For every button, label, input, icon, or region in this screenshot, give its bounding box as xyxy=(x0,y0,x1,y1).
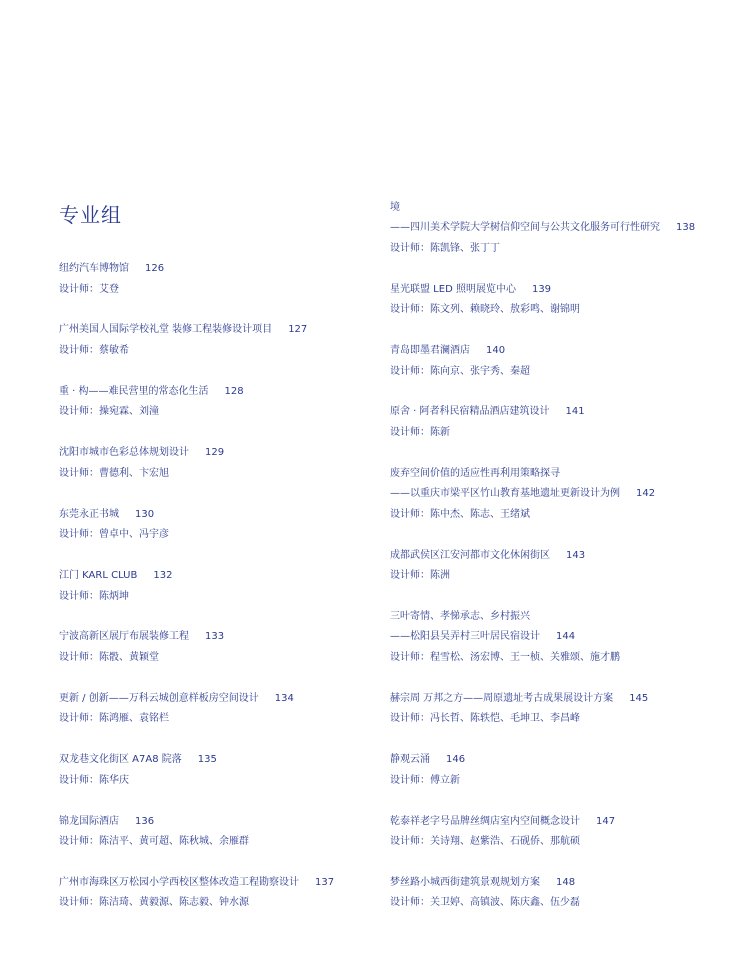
page-number: 138 xyxy=(676,222,696,233)
section-title: 专业组 xyxy=(59,203,122,227)
entry-designers: 设计师：陈中杰、陈志、王绪斌 xyxy=(390,509,530,520)
entry-designers: 设计师：陈文列、赖晓玲、敖彩鸣、谢锦明 xyxy=(390,304,580,315)
page-number: 139 xyxy=(531,284,552,295)
entry-title-line xyxy=(59,815,154,829)
page-number: 135 xyxy=(197,754,217,765)
page-number: 136 xyxy=(135,816,155,827)
entry-title: 境 xyxy=(390,202,400,213)
page-number: 142 xyxy=(636,488,656,499)
entry-subtitle: ——松阳县吴弄村三叶居民宿设计 xyxy=(390,631,540,642)
entry-title-line xyxy=(59,446,224,460)
entry-title: 双龙巷文化街区 A7A8 院落 xyxy=(59,754,182,765)
page-number: 143 xyxy=(566,550,586,561)
entry-title: 广州市海珠区万松园小学西校区整体改造工程勘察设计 xyxy=(59,877,299,888)
page-number: 127 xyxy=(288,324,308,335)
entry-title: 三叶寄情、孝悌承志、乡村振兴 xyxy=(390,611,530,622)
entry-title-line xyxy=(59,630,224,644)
page-number: 130 xyxy=(135,509,155,520)
entry-designers: 设计师：曹德利、卞宏旭 xyxy=(59,468,169,479)
entry-title: 广州美国人国际学校礼堂 装修工程装修设计项目 xyxy=(59,324,273,335)
page-number: 146 xyxy=(446,754,466,765)
entry-title-line xyxy=(59,262,164,276)
entry-title-line xyxy=(59,692,294,706)
entry-designers: 设计师：曾卓中、冯宇彦 xyxy=(59,529,169,540)
entry-designers: 设计师：傅立新 xyxy=(390,775,460,786)
page-number: 140 xyxy=(486,345,506,356)
entry-title-line xyxy=(59,876,334,890)
entry-title: 星光联盟 LED 照明展览中心 xyxy=(390,284,516,295)
entry-title-line xyxy=(390,405,585,419)
entry-title: 东莞永正书城 xyxy=(59,509,119,520)
entry-title-line xyxy=(390,692,648,706)
entry-title: 沈阳市城市色彩总体规划设计 xyxy=(59,447,189,458)
entry-title-line xyxy=(59,508,154,522)
entry-title-line xyxy=(390,344,505,358)
entry-title-line xyxy=(390,549,585,563)
entry-title: 废弃空间价值的适应性再利用策略探寻 xyxy=(390,468,560,479)
page-number: 126 xyxy=(145,263,165,274)
entry-designers: 设计师：陈华庆 xyxy=(59,775,129,786)
page-number: 133 xyxy=(205,631,225,642)
entry-title: 锦龙国际酒店 xyxy=(59,816,119,827)
entry-title-line xyxy=(390,630,575,644)
entry-designers: 设计师：陈洲 xyxy=(390,570,450,581)
entry-title-line xyxy=(390,283,551,297)
page-number: 148 xyxy=(556,877,576,888)
entry-designers: 设计师：关卫婷、高镇波、陈庆鑫、伍少磊 xyxy=(390,897,580,908)
entry-designers: 设计师：冯长哲、陈轶恺、毛坤卫、李昌峰 xyxy=(390,713,580,724)
entry-title: 更新 / 创新——万科云城创意样板房空间设计 xyxy=(59,693,259,704)
entry-title-line xyxy=(390,221,695,235)
entry-designers: 设计师：陈洁琦、黄毅源、陈志毅、钟水源 xyxy=(59,897,249,908)
page-number: 144 xyxy=(556,631,576,642)
page-number: 132 xyxy=(153,570,173,581)
entry-designers: 设计师：程雪松、汤宏博、王一桢、关雅颂、施才鹏 xyxy=(390,652,620,663)
entry-title: 青岛即墨君澜酒店 xyxy=(390,345,470,356)
entry-designers: 设计师：陈洁平、黄可超、陈秋城、余雁群 xyxy=(59,836,249,847)
entry-title: 赫宗周 万邦之方——周原遗址考古成果展设计方案 xyxy=(390,693,614,704)
page-number: 129 xyxy=(205,447,225,458)
page-number: 147 xyxy=(596,816,616,827)
entry-title-line xyxy=(59,323,307,337)
entry-title-line xyxy=(390,815,615,829)
entry-title-line xyxy=(59,753,217,767)
page-number: 134 xyxy=(274,693,294,704)
entry-designers: 设计师：艾登 xyxy=(59,284,119,295)
entry-title-line xyxy=(390,753,465,767)
entry-designers: 设计师：陈骰、黄颖堂 xyxy=(59,652,159,663)
entry-subtitle: ——以重庆市梁平区竹山教育基地遗址更新设计为例 xyxy=(390,488,620,499)
page-number: 141 xyxy=(565,406,585,417)
entry-title: 纽约汽车博物馆 xyxy=(59,263,129,274)
entry-designers: 设计师：陈新 xyxy=(390,427,450,438)
page-number: 145 xyxy=(629,693,649,704)
entry-subtitle: ——四川美术学院大学树信仰空间与公共文化服务可行性研究 xyxy=(390,222,660,233)
entry-title: 原舍 · 阿者科民宿精品酒店建筑设计 xyxy=(390,406,550,417)
entry-title-line xyxy=(390,487,655,501)
entry-title-line xyxy=(59,385,244,399)
entry-designers: 设计师：蔡敏希 xyxy=(59,345,129,356)
entry-title-line xyxy=(59,569,172,583)
entry-title: 宁波高新区展厅布展装修工程 xyxy=(59,631,189,642)
entry-designers: 设计师：陈凯锋、张丁丁 xyxy=(390,243,500,254)
entry-designers: 设计师：陈向京、张宇秀、秦超 xyxy=(390,366,530,377)
entry-designers: 设计师：陈鸿雁、袁铭栏 xyxy=(59,713,169,724)
entry-designers: 设计师：陈炳坤 xyxy=(59,591,129,602)
entry-title-line xyxy=(390,876,575,890)
entry-designers: 设计师：关诗翔、赵紫浩、石砚侨、那航硕 xyxy=(390,836,580,847)
entry-title: 静观云涌 xyxy=(390,754,430,765)
entry-title: 江门 KARL CLUB xyxy=(59,570,138,581)
page-number: 128 xyxy=(224,386,244,397)
entry-title: 梦丝路小城西街建筑景观规划方案 xyxy=(390,877,540,888)
entry-title: 成都武侯区江安河都市文化休闲街区 xyxy=(390,550,550,561)
entry-designers: 设计师：操宛霖、刘潼 xyxy=(59,406,159,417)
page-number: 137 xyxy=(315,877,335,888)
entry-title: 重 · 构——难民营里的常态化生活 xyxy=(59,386,209,397)
entry-title: 乾泰祥老字号品牌丝绸店室内空间概念设计 xyxy=(390,816,580,827)
